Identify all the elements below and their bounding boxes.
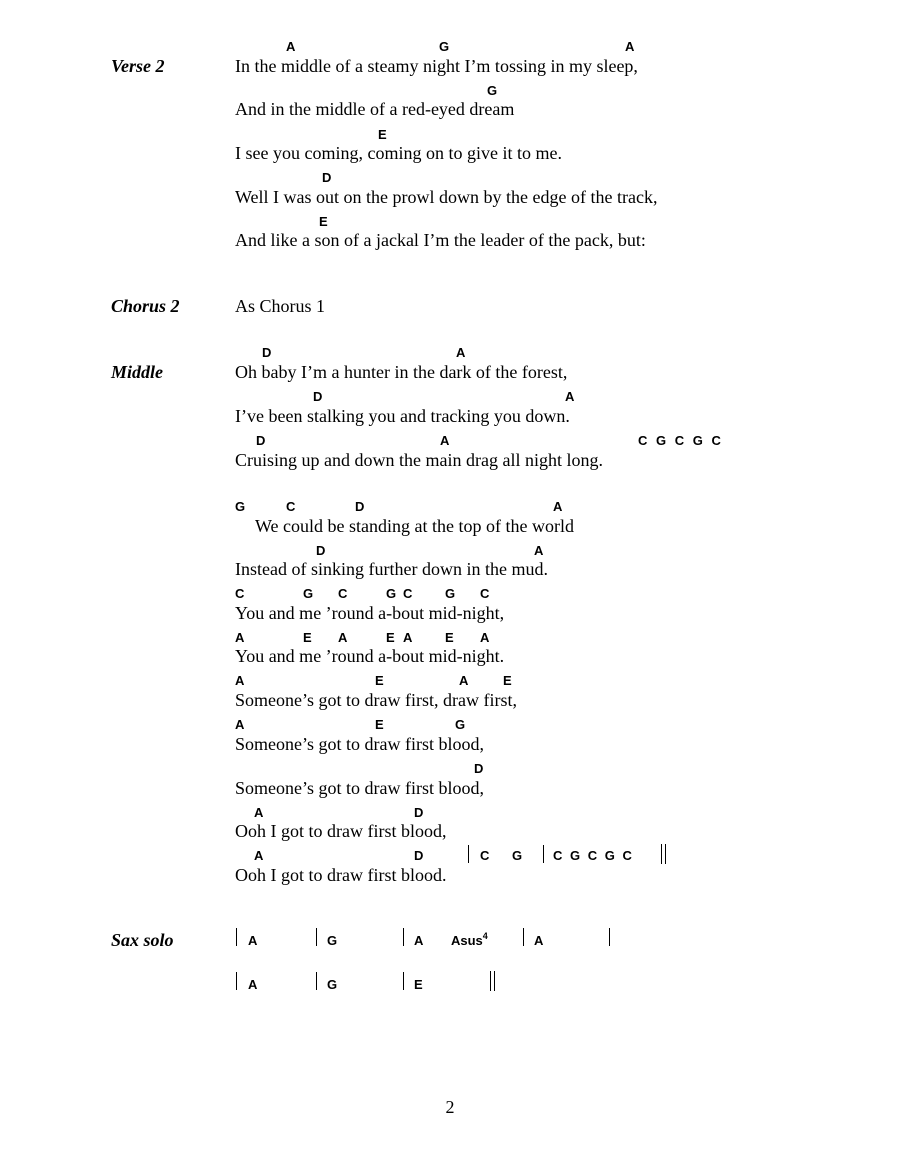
chord: A	[553, 499, 563, 514]
chord: D	[256, 433, 266, 448]
chord: A	[248, 933, 258, 948]
chord: A	[254, 848, 264, 863]
chord: A	[565, 389, 575, 404]
bar-line	[403, 928, 404, 946]
chord: A	[338, 630, 348, 645]
chord: A	[235, 630, 245, 645]
chord: A	[459, 673, 469, 688]
chord: D	[414, 848, 424, 863]
chord: D	[414, 805, 424, 820]
chord-sequence: C G C G C	[553, 848, 632, 863]
section-label-sax-solo: Sax solo	[111, 930, 174, 950]
chord: E	[319, 214, 328, 229]
chord: E	[303, 630, 312, 645]
chord: A	[403, 630, 413, 645]
bar-line	[523, 928, 524, 946]
bar-line	[236, 928, 237, 946]
bar-line	[403, 972, 404, 990]
chord-asus: Asus	[451, 933, 483, 948]
chord: G	[303, 586, 314, 601]
chord-sus-number: 4	[482, 931, 488, 941]
chord: G	[439, 39, 450, 54]
chord: D	[313, 389, 323, 404]
chord: C	[235, 586, 245, 601]
chord: A	[235, 717, 245, 732]
chord: A	[248, 977, 258, 992]
chord: C	[480, 848, 490, 863]
lyric-line: Someone’s got to draw first, draw first,	[235, 690, 517, 710]
chord: A	[235, 673, 245, 688]
chord: E	[414, 977, 423, 992]
chord: G	[487, 83, 498, 98]
chord: E	[378, 127, 387, 142]
chord: G	[327, 933, 338, 948]
chord: D	[355, 499, 365, 514]
lyric-line: And like a son of a jackal I’m the leader of the pack, but:	[235, 230, 646, 250]
chord: D	[322, 170, 332, 185]
chord: A	[625, 39, 635, 54]
section-label-middle: Middle	[111, 362, 163, 382]
chord: A	[480, 630, 490, 645]
lyric-line: In the middle of a steamy night I’m tossing in my sleep,	[235, 56, 638, 76]
chord: E	[445, 630, 454, 645]
page-number: 2	[445, 1097, 455, 1117]
final-double-bar-line	[661, 844, 666, 864]
chord: A	[414, 933, 424, 948]
lyric-line: Someone’s got to draw first blood,	[235, 734, 484, 754]
chord-sequence: C G C G C	[638, 433, 721, 448]
bar-line	[543, 845, 544, 863]
chord: E	[375, 673, 384, 688]
chord: G	[327, 977, 338, 992]
lyric-line: Ooh I got to draw first blood.	[235, 865, 447, 885]
bar-line	[236, 972, 237, 990]
chord: D	[262, 345, 272, 360]
chord: A	[456, 345, 466, 360]
chord-asus4	[451, 933, 488, 948]
chorus-reference: As Chorus 1	[235, 296, 326, 316]
chord: A	[440, 433, 450, 448]
lyric-line: And in the middle of a red-eyed dream	[235, 99, 515, 119]
chord: E	[375, 717, 384, 732]
section-label-chorus-2: Chorus 2	[111, 296, 180, 316]
chord: G	[386, 586, 397, 601]
lyric-line: You and me ’round a-bout mid-night,	[235, 603, 505, 623]
section-label-verse-2: Verse 2	[111, 56, 165, 76]
chord: A	[286, 39, 296, 54]
chord: C	[403, 586, 413, 601]
lyric-line: Oh baby I’m a hunter in the dark of the forest,	[235, 362, 568, 382]
chord: C	[286, 499, 296, 514]
lyric-line: We could be standing at the top of the world	[255, 516, 574, 536]
lyric-line: Well I was out on the prowl down by the edge of the track,	[235, 187, 658, 207]
final-double-bar-line	[490, 971, 495, 991]
bar-line	[609, 928, 610, 946]
lyric-line: You and me ’round a-bout mid-night.	[235, 646, 505, 666]
lyric-line: Someone’s got to draw first blood,	[235, 778, 484, 798]
lyric-line: I’ve been stalking you and tracking you down.	[235, 406, 570, 426]
chord: G	[235, 499, 246, 514]
chord: E	[386, 630, 395, 645]
bar-line	[316, 928, 317, 946]
chord: G	[512, 848, 523, 863]
bar-line	[316, 972, 317, 990]
chord: A	[534, 543, 544, 558]
lyric-line: Cruising up and down the main drag all night long.	[235, 450, 603, 470]
chord: C	[338, 586, 348, 601]
chord: C	[480, 586, 490, 601]
chord: A	[534, 933, 544, 948]
lyric-line: Ooh I got to draw first blood,	[235, 821, 447, 841]
chord: E	[503, 673, 512, 688]
chord: A	[254, 805, 264, 820]
bar-line	[468, 845, 469, 863]
chord: G	[445, 586, 456, 601]
lyric-line: I see you coming, coming on to give it to me.	[235, 143, 562, 163]
chord: D	[474, 761, 484, 776]
chord: G	[455, 717, 466, 732]
lyric-line: Instead of sinking further down in the mud.	[235, 559, 548, 579]
chord: D	[316, 543, 326, 558]
